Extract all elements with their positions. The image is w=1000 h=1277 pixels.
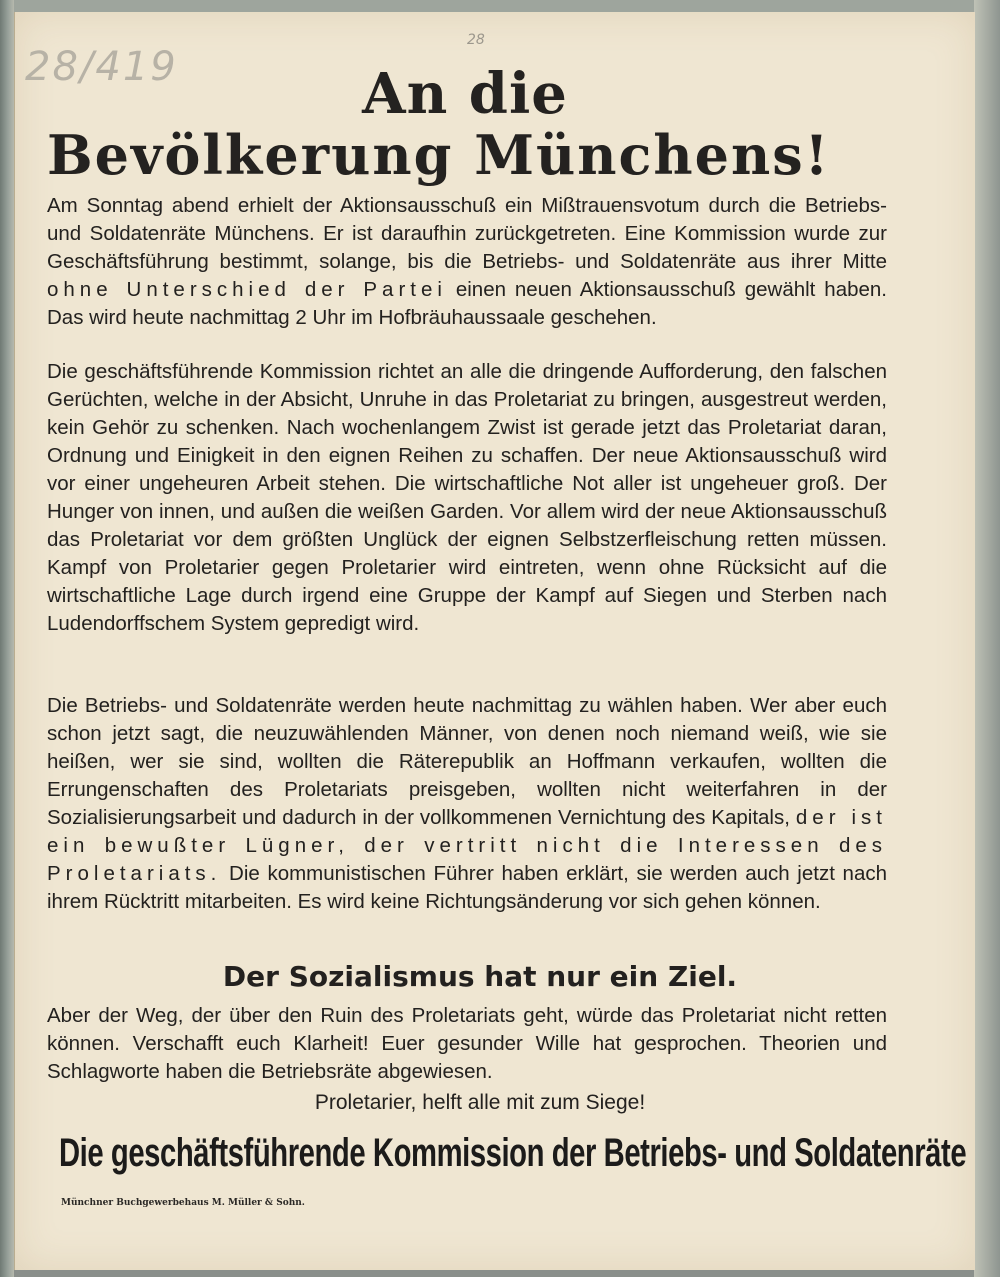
scan-left-edge	[0, 0, 14, 1277]
paragraph-3-start: Die Betriebs- und Soldatenräte werden heute nachmittag zu wählen haben. Wer aber euch schon jetzt sagt, die neuzuwählenden Männer, von denen noch niemand weiß, wie sie heißen, wer sie sind, wollten die Räterepublik an Hoffmann verkaufen, wollten die Errungenschaften des Proletariats preisgeben, wollten nicht weiterfahren in der Sozialisierungsarbeit und dadurch in der vollkommenen Vernichtung des Kapitals,	[47, 694, 887, 829]
paragraph-1-end: einen neuen Aktionsausschuß gewählt haben. Das wird heute nachmittag 2 Uhr im Hofbräuhaussaale geschehen.	[47, 278, 887, 329]
closing-line: Proletarier, helft alle mit zum Siege!	[314, 1091, 646, 1114]
title-line-1: An die	[362, 61, 568, 127]
paragraph-4: Aber der Weg, der über den Ruin des Proletariats geht, würde das Proletariat nicht retten können. Verschafft euch Klarheit! Euer gesunder Wille hat gesprochen. Theorien und Schlagworte haben die Betriebsräte abgewiesen.	[47, 1004, 887, 1083]
printer-imprint: Münchner Buchgewerbehaus M. Müller & Sohn.	[61, 1198, 305, 1208]
paragraph-3-end: Die kommunistischen Führer haben erklärt, sie werden auch jetzt nach ihrem Rücktritt mitarbeiten. Es wird keine Richtungsänderung vor sich gehen können.	[47, 862, 887, 913]
paragraph-3-emphasis: der ist ein bewußter Lügner, der vertritt nicht die Interessen des Proletariats.	[47, 806, 887, 885]
paragraph-2: Die geschäftsführende Kommission richtet an alle die dringende Aufforderung, den falschen Gerüchten, welche in der Absicht, Unruhe in das Proletariat zu bringen, ausgestreut werden, kein Gehör zu schenken. Nach wochenlangem Zwist ist gerade jetzt das Proletariat daran, Ordnung und Einigkeit in den eignen Reihen zu schaffen. Der neue Aktionsausschuß wird vor einer ungeheuren Arbeit stehen. Die wirtschaftliche Not aller ist ungeheuer groß. Der Hunger von innen, und außen die weißen Garden. Vor allem wird der neue Aktionsausschuß das Proletariat vor dem größten Unglück der eignen Selbstzerfleischung retten müssen. Kampf von Proletarier gegen Proletarier wird eintreten, wenn ohne Rücksicht auf die wirtschaftliche Lage durch irgend eine Gruppe der Kampf auf Siegen und Sterben nach Ludendorffschem System gepredigt wird.	[47, 360, 887, 635]
poster-sheet	[14, 12, 975, 1270]
archive-pencil-mark: 28/419	[25, 44, 178, 90]
scan-right-edge	[974, 0, 1000, 1277]
paragraph-1	[47, 192, 887, 332]
headline: Der Sozialismus hat nur ein Ziel.	[222, 960, 738, 993]
scan-top-edge	[0, 0, 1000, 12]
page-number: 28	[467, 32, 485, 48]
signature: Die geschäftsführende Kommission der Betriebs- und Soldatenräte	[59, 1130, 967, 1176]
title-line-2: Bevölkerung Münchens!	[47, 123, 831, 187]
paragraph-1-start: Am Sonntag abend erhielt der Aktionsausschuß ein Mißtrauensvotum durch die Betriebs- und Soldatenräte Münchens. Er ist daraufhin zurückgetreten. Eine Kommission wurde zur Geschäftsführung bestimmt, solange, bis die Betriebs- und Soldatenräte aus ihrer Mitte	[47, 194, 887, 273]
paragraph-1-emphasis: ohne Unterschied der Partei	[47, 278, 447, 301]
paragraph-3	[47, 692, 887, 916]
